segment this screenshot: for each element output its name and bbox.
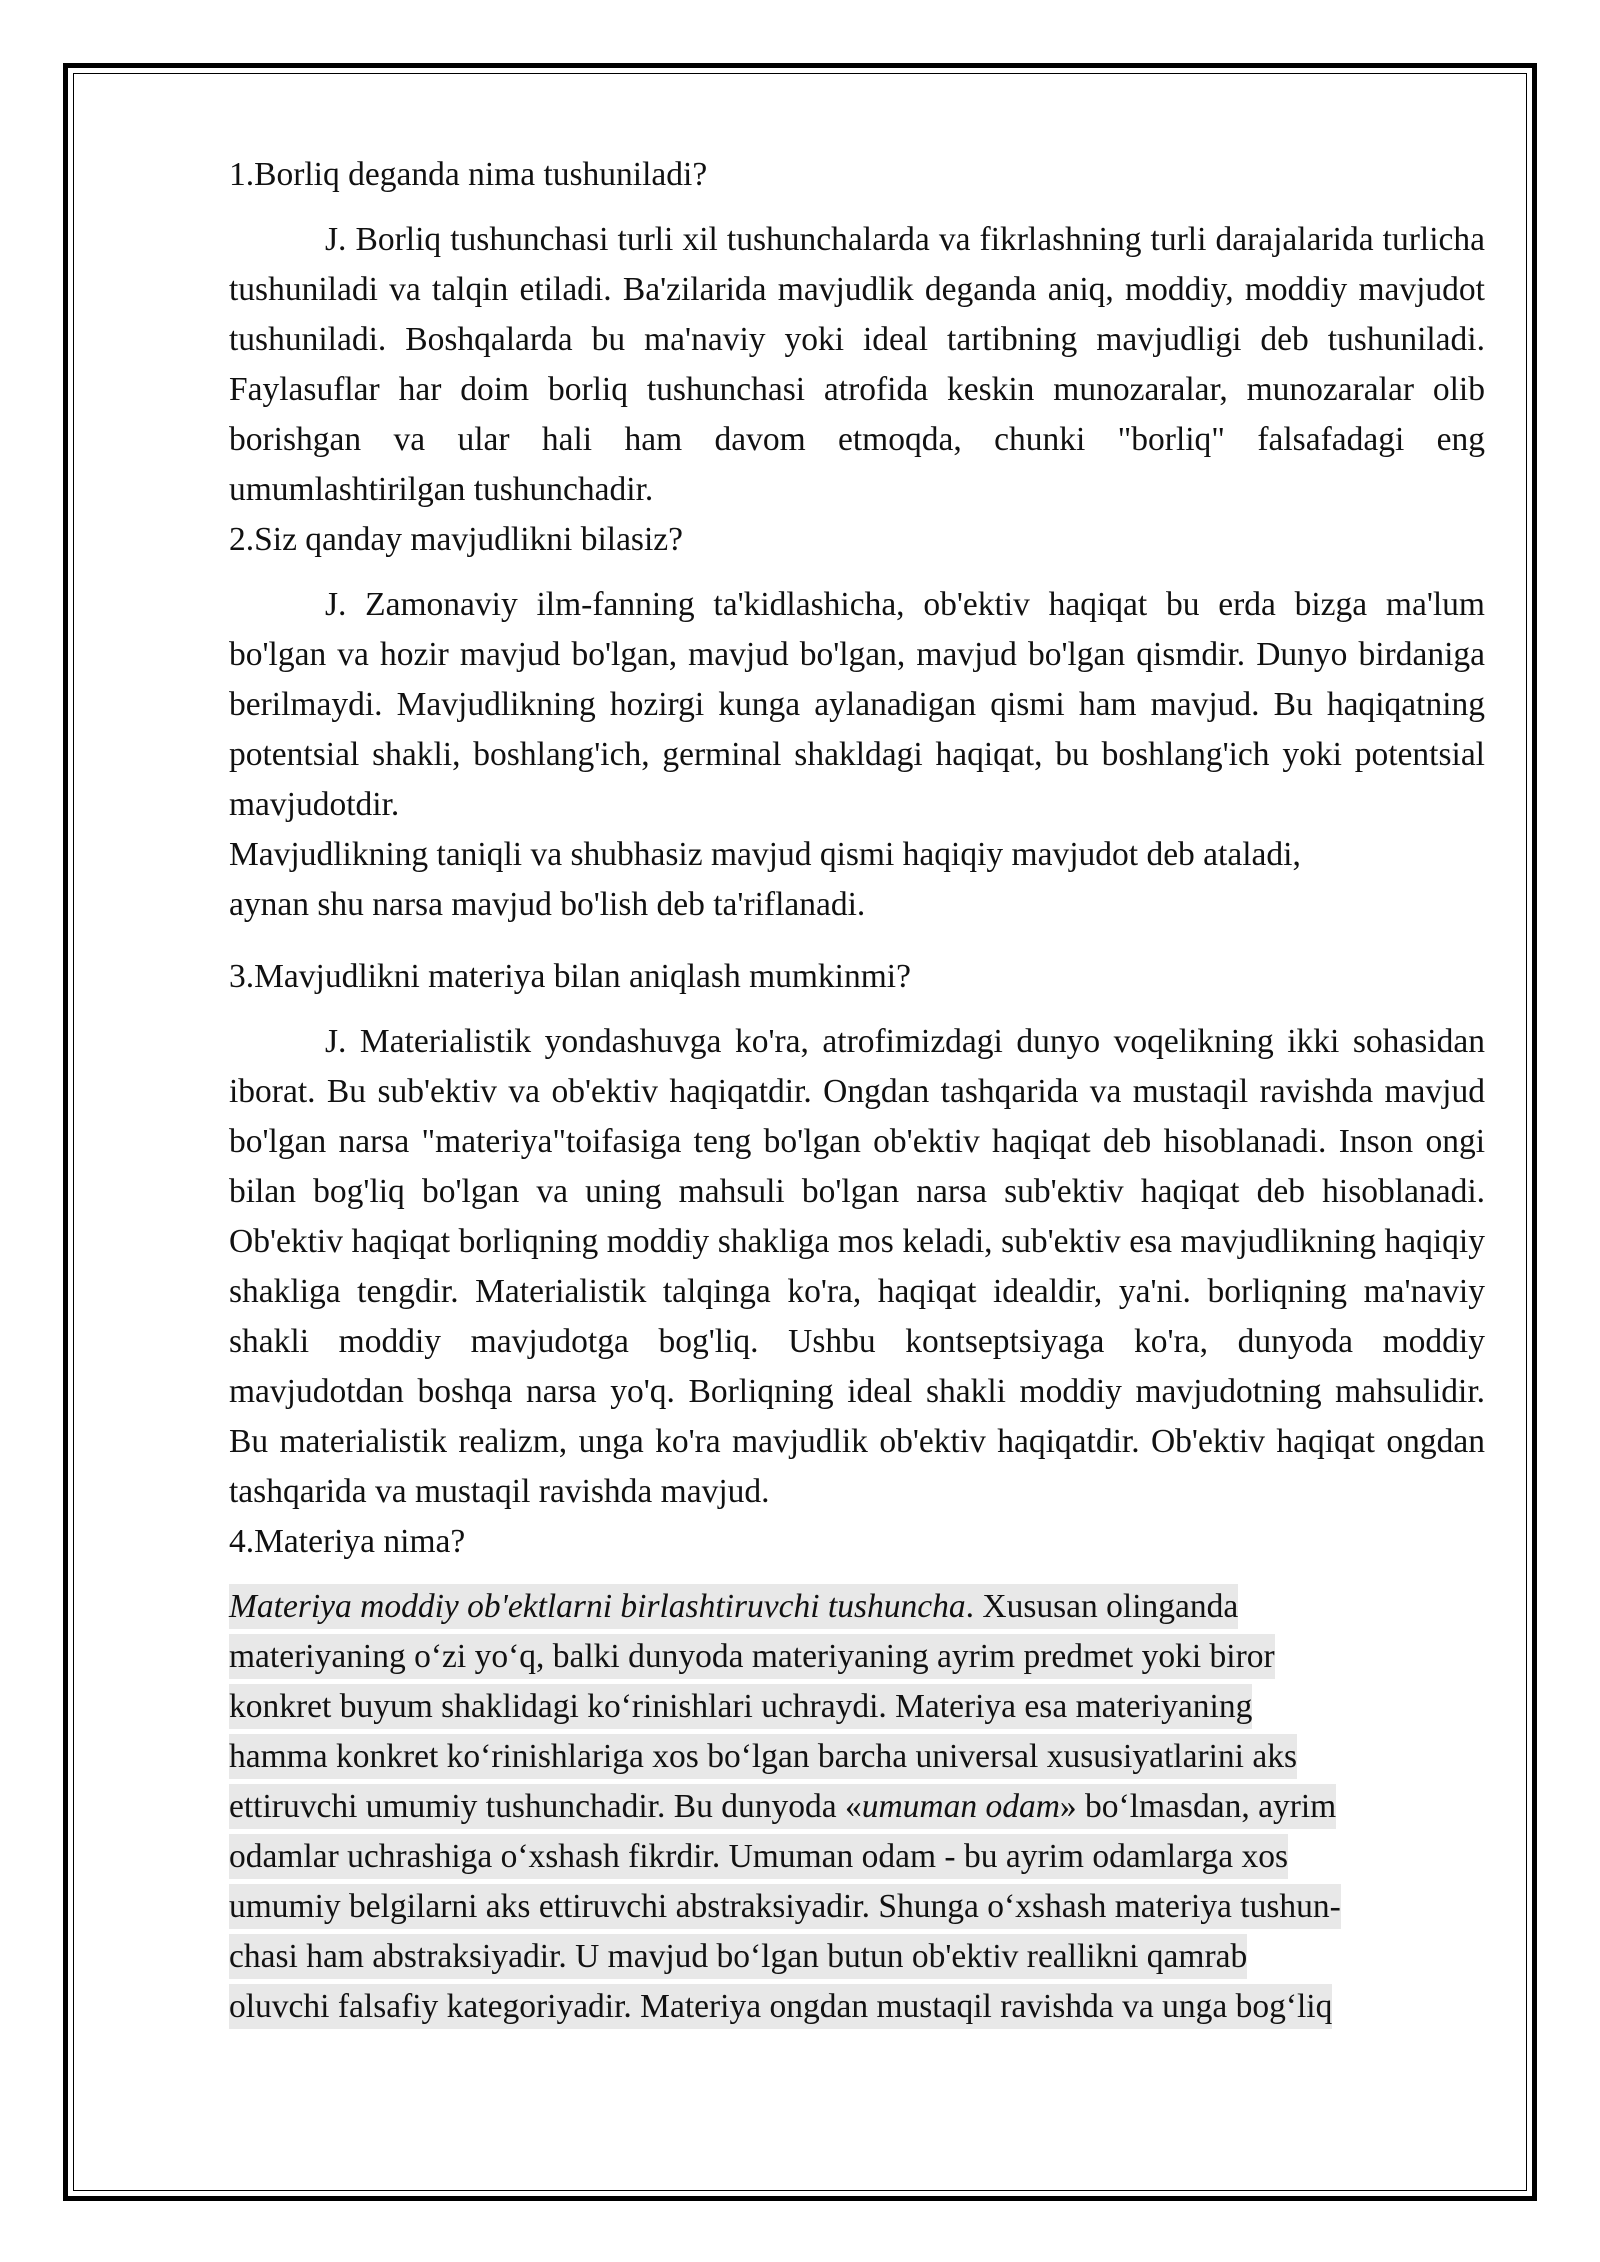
- answer-4-definition-italic: Materiya moddiy ob'ektlarni birlashtiruvchi tushuncha: [229, 1588, 966, 1625]
- answer-4-line-5: ettiruvchi umumiy tushunchadir. Bu dunyoda «umuman odam» bo‘lmasdan, ayrim: [229, 1784, 1336, 1829]
- answer-4-line-6: odamlar uchrashiga o‘xshash fikrdir. Umuman odam - bu ayrim odamlarga xos: [229, 1834, 1288, 1879]
- answer-2-continuation-line-2: aynan shu narsa mavjud bo'lish deb ta'riflanadi.: [229, 886, 866, 923]
- question-4: 4.Materiya nima?: [229, 1523, 466, 1560]
- answer-3: J. Materialistik yondashuvga ko'ra, atrofimizdagi dunyo voqelikning ikki sohasidan iborat. Bu sub'ektiv va ob'ektiv haqiqatdir. Ongdan tashqarida va mustaqil ravishda mavjud bo'lgan narsa "materiya"toifasiga teng bo'lgan ob'ektiv haqiqat deb hisoblanadi. Inson ongi bilan bog'liq bo'lgan va uning mahsuli bo'lgan narsa sub'ektiv haqiqat deb hisoblanadi. Ob'ektiv haqiqat borliqning moddiy shakliga mos keladi, sub'ektiv esa mavjudlikning haqiqiy shakliga tengdir. Materialistik talqinga ko'ra, haqiqat idealdir, ya'ni. borliqning ma'naviy shakli moddiy mavjudotga bog'liq. Ushbu kontseptsiyaga ko'ra, dunyoda moddiy mavjudotdan boshqa narsa yo'q. Borliqning ideal shakli moddiy mavjudotning mahsulidir. Bu materialistik realizm, unga ko'ra mavjudlik ob'ektiv haqiqatdir. Ob'ektiv haqiqat ongdan tashqarida va mustaqil ravishda mavjud.: [229, 1023, 1485, 1510]
- answer-2: J. Zamonaviy ilm-fanning ta'kidlashicha, ob'ektiv haqiqat bu erda bizga ma'lum bo'lgan va hozir mavjud bo'lgan, mavjud bo'lgan, mavjud bo'lgan qismdir. Dunyo birdaniga berilmaydi. Mavjudlikning hozirgi kunga aylanadigan qismi ham mavjud. Bu haqiqatning potentsial shakli, boshlang'ich, germinal shakldagi haqiqat, bu boshlang'ich yoki potentsial mavjudotdir.: [229, 586, 1485, 823]
- answer-4-line-3: konkret buyum shaklidagi ko‘rinishlari uchraydi. Materiya esa materiyaning: [229, 1684, 1252, 1729]
- answer-4-line-2: materiyaning o‘zi yo‘q, balki dunyoda materiyaning ayrim predmet yoki biror: [229, 1634, 1275, 1679]
- answer-4-line-8: chasi ham abstraksiyadir. U mavjud bo‘lgan butun ob'ektiv reallikni qamrab: [229, 1934, 1247, 1979]
- question-3: 3.Mavjudlikni materiya bilan aniqlash mumkinmi?: [229, 958, 911, 995]
- answer-4-line-7: umumiy belgilarni aks ettiruvchi abstraksiyadir. Shunga o‘xshash materiya tushun-: [229, 1884, 1341, 1929]
- question-1: 1.Borliq deganda nima tushuniladi?: [229, 156, 708, 193]
- answer-4-line-1: Materiya moddiy ob'ektlarni birlashtiruvchi tushuncha. Xususan olinganda: [229, 1584, 1238, 1629]
- answer-4-line-4: hamma konkret ko‘rinishlariga xos bo‘lgan barcha universal xususiyatlarini aks: [229, 1734, 1297, 1779]
- answer-4-line-9: oluvchi falsafiy kategoriyadir. Materiya ongdan mustaqil ravishda va unga bog‘liq: [229, 1984, 1332, 2029]
- question-2: 2.Siz qanday mavjudlikni bilasiz?: [229, 521, 684, 558]
- answer-4-umuman-odam-italic: umuman odam: [861, 1788, 1060, 1825]
- answer-1: J. Borliq tushunchasi turli xil tushunchalarda va fikrlashning turli darajalarida turlicha tushuniladi va talqin etiladi. Ba'zilarida mavjudlik deganda aniq, moddiy, moddiy mavjudot tushuniladi. Boshqalarda bu ma'naviy yoki ideal tartibning mavjudligi deb tushuniladi. Faylasuflar har doim borliq tushunchasi atrofida keskin munozaralar, munozaralar olib borishgan va ular hali ham davom etmoqda, chunki "borliq" falsafadagi eng umumlashtirilgan tushunchadir.: [229, 221, 1485, 508]
- answer-2-continuation-line-1: Mavjudlikning taniqli va shubhasiz mavjud qismi haqiqiy mavjudot deb ataladi,: [229, 836, 1301, 873]
- answer-4-highlighted: [229, 1582, 1485, 2032]
- document-body: [229, 150, 1485, 2032]
